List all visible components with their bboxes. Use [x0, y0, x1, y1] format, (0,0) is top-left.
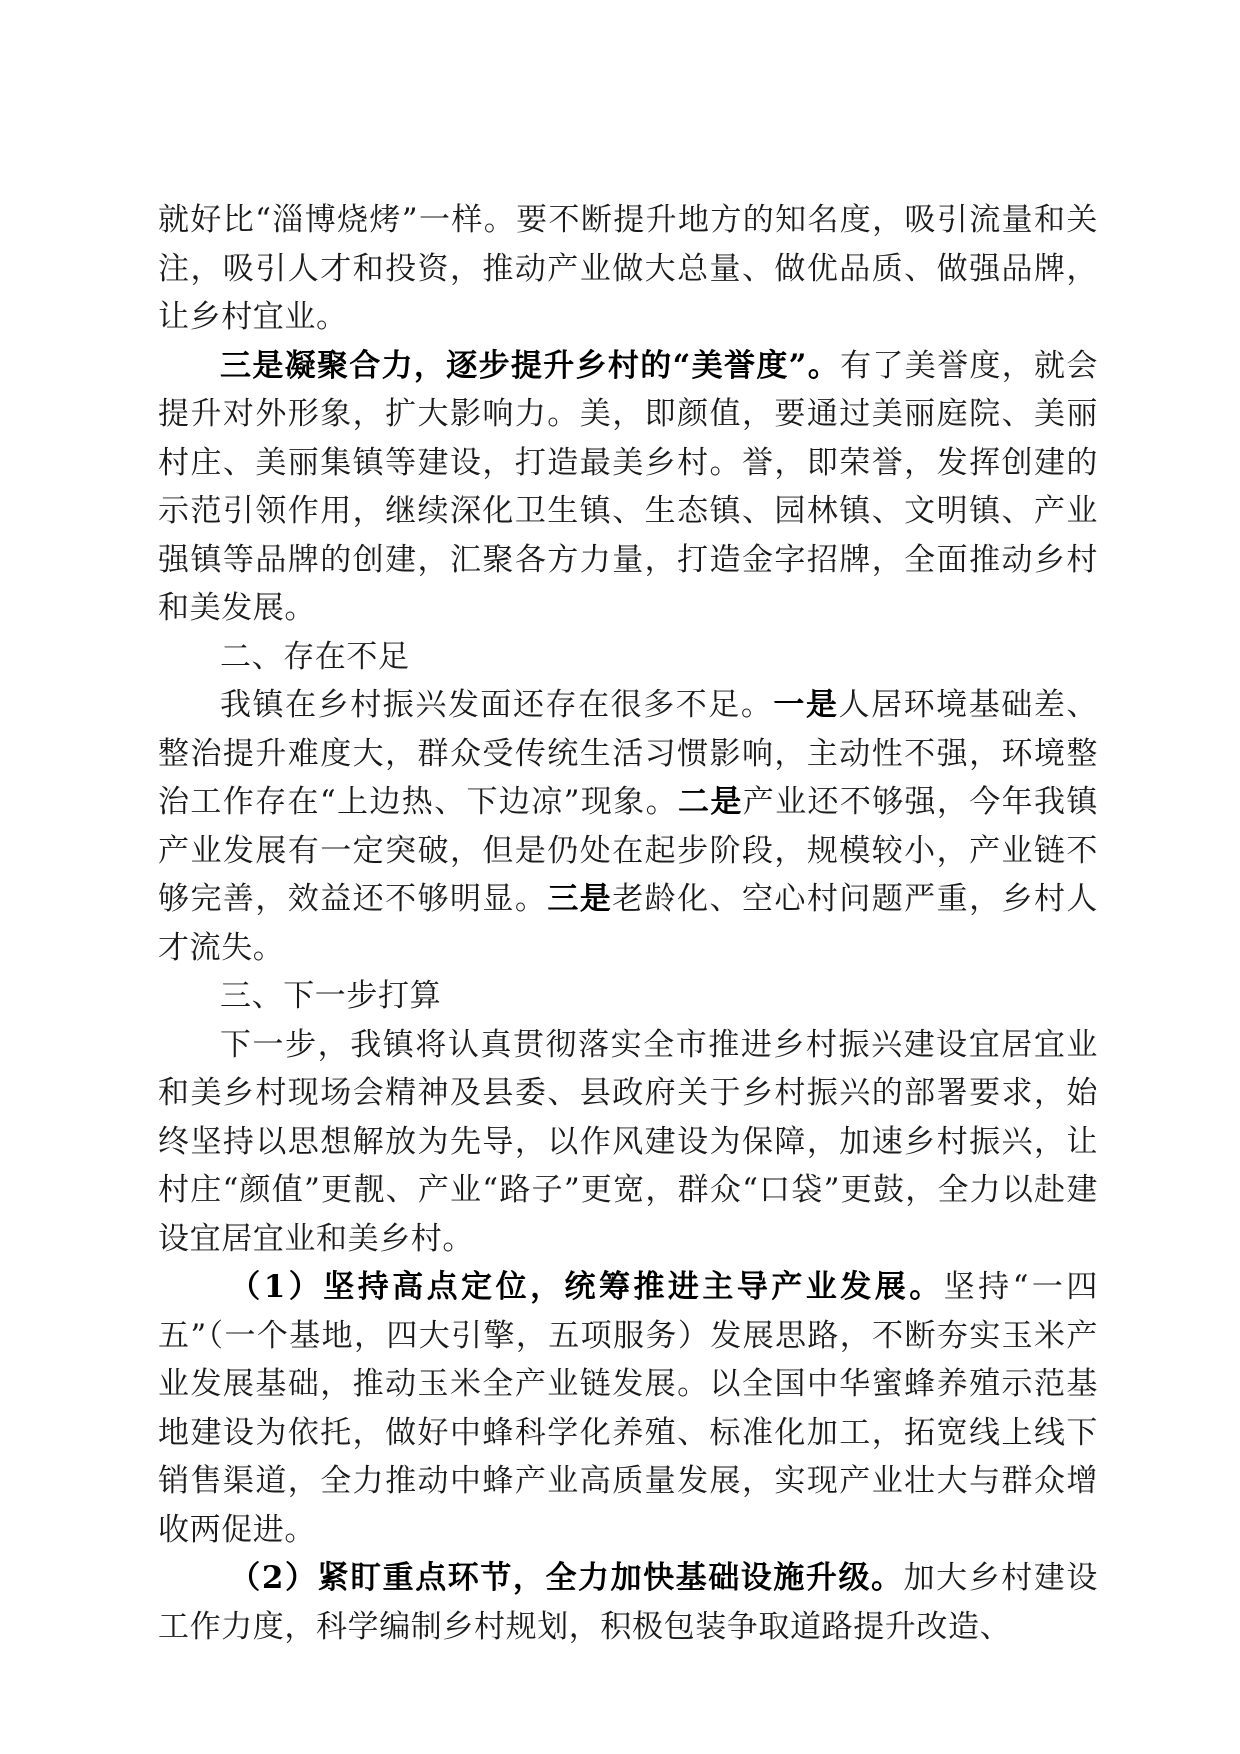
paragraph-continuation	[158, 196, 1098, 342]
section-heading-shortcomings	[158, 633, 1098, 682]
paragraph-next-steps	[158, 1021, 1098, 1264]
section-heading-next-steps	[158, 972, 1098, 1021]
document-page	[158, 196, 1098, 1651]
bold-marker: 三是	[547, 881, 613, 917]
paragraph-text: 就好比“淄博烧烤”一样。要不断提升地方的知名度，吸引流量和关注，吸引人才和投资，推动产业做大总量、做优品质、做强品牌，让乡村宜业。	[158, 202, 1098, 335]
heading-text: 三、下一步打算	[220, 978, 442, 1014]
paragraph-text: 下一步，我镇将认真贯彻落实全市推进乡村振兴建设宜居宜业和美乡村现场会精神及县委、县政府关于乡村振兴的部署要求，始终坚持以思想解放为先导，以作风建设为保障，加速乡村振兴，让村庄“颜值”更靓、产业“路子”更宽，群众“口袋”更鼓，全力以赴建设宜居宜业和美乡村。	[158, 1026, 1098, 1257]
paragraph-text: 我镇在乡村振兴发面还存在很多不足。	[220, 687, 774, 723]
bold-marker: 二是	[677, 784, 743, 820]
bold-lead: （1）坚持高点定位，统筹推进主导产业发展。	[229, 1269, 944, 1305]
heading-text: 二、存在不足	[220, 638, 410, 675]
paragraph-text: 人居环境基础差、整治提升难度大，群众受传统生活习惯影响，主动性不强，环境整治工作存在“上边热、下边凉”现象。	[158, 687, 1098, 820]
paragraph-text: 产业还不够强，今年我镇产业发展有一定突破，但是仍处在起步阶段，规模较小，产业链不够完善，效益还不够明显。	[158, 784, 1099, 917]
paragraph-item-2	[158, 1554, 1098, 1651]
paragraph-text: 有了美誉度，就会提升对外形象，扩大影响力。美，即颜值，要通过美丽庭院、美丽村庄、美丽集镇等建设，打造最美乡村。誉，即荣誉，发挥创建的示范引领作用，继续深化卫生镇、生态镇、园林镇、文明镇、产业强镇等品牌的创建，汇聚各方力量，打造金字招牌，全面推动乡村和美发展。	[158, 347, 1098, 626]
paragraph-text: 加大乡村建设工作力度，科学编制乡村规划，积极包装争取道路提升改造、	[158, 1560, 1098, 1645]
bold-lead: （2）紧盯重点环节，全力加快基础设施升级。	[229, 1560, 904, 1596]
paragraph-reputation	[158, 342, 1098, 633]
paragraph-shortcomings	[158, 681, 1098, 972]
paragraph-text: 坚持“一四五”（一个基地，四大引擎，五项服务）发展思路，不断夯实玉米产业发展基础，推动玉米全产业链发展。以全国中华蜜蜂养殖示范基地建设为依托，做好中蜂科学化养殖、标准化加工，拓宽线上线下销售渠道，全力推动中蜂产业高质量发展，实现产业壮大与群众增收两促进。	[158, 1269, 1098, 1548]
paragraph-item-1	[158, 1263, 1098, 1554]
bold-lead: 三是凝聚合力，逐步提升乡村的“美誉度”。	[220, 347, 841, 384]
paragraph-text: 老龄化、空心村问题严重，乡村人才流失。	[158, 881, 1098, 966]
bold-marker: 一是	[773, 687, 839, 723]
